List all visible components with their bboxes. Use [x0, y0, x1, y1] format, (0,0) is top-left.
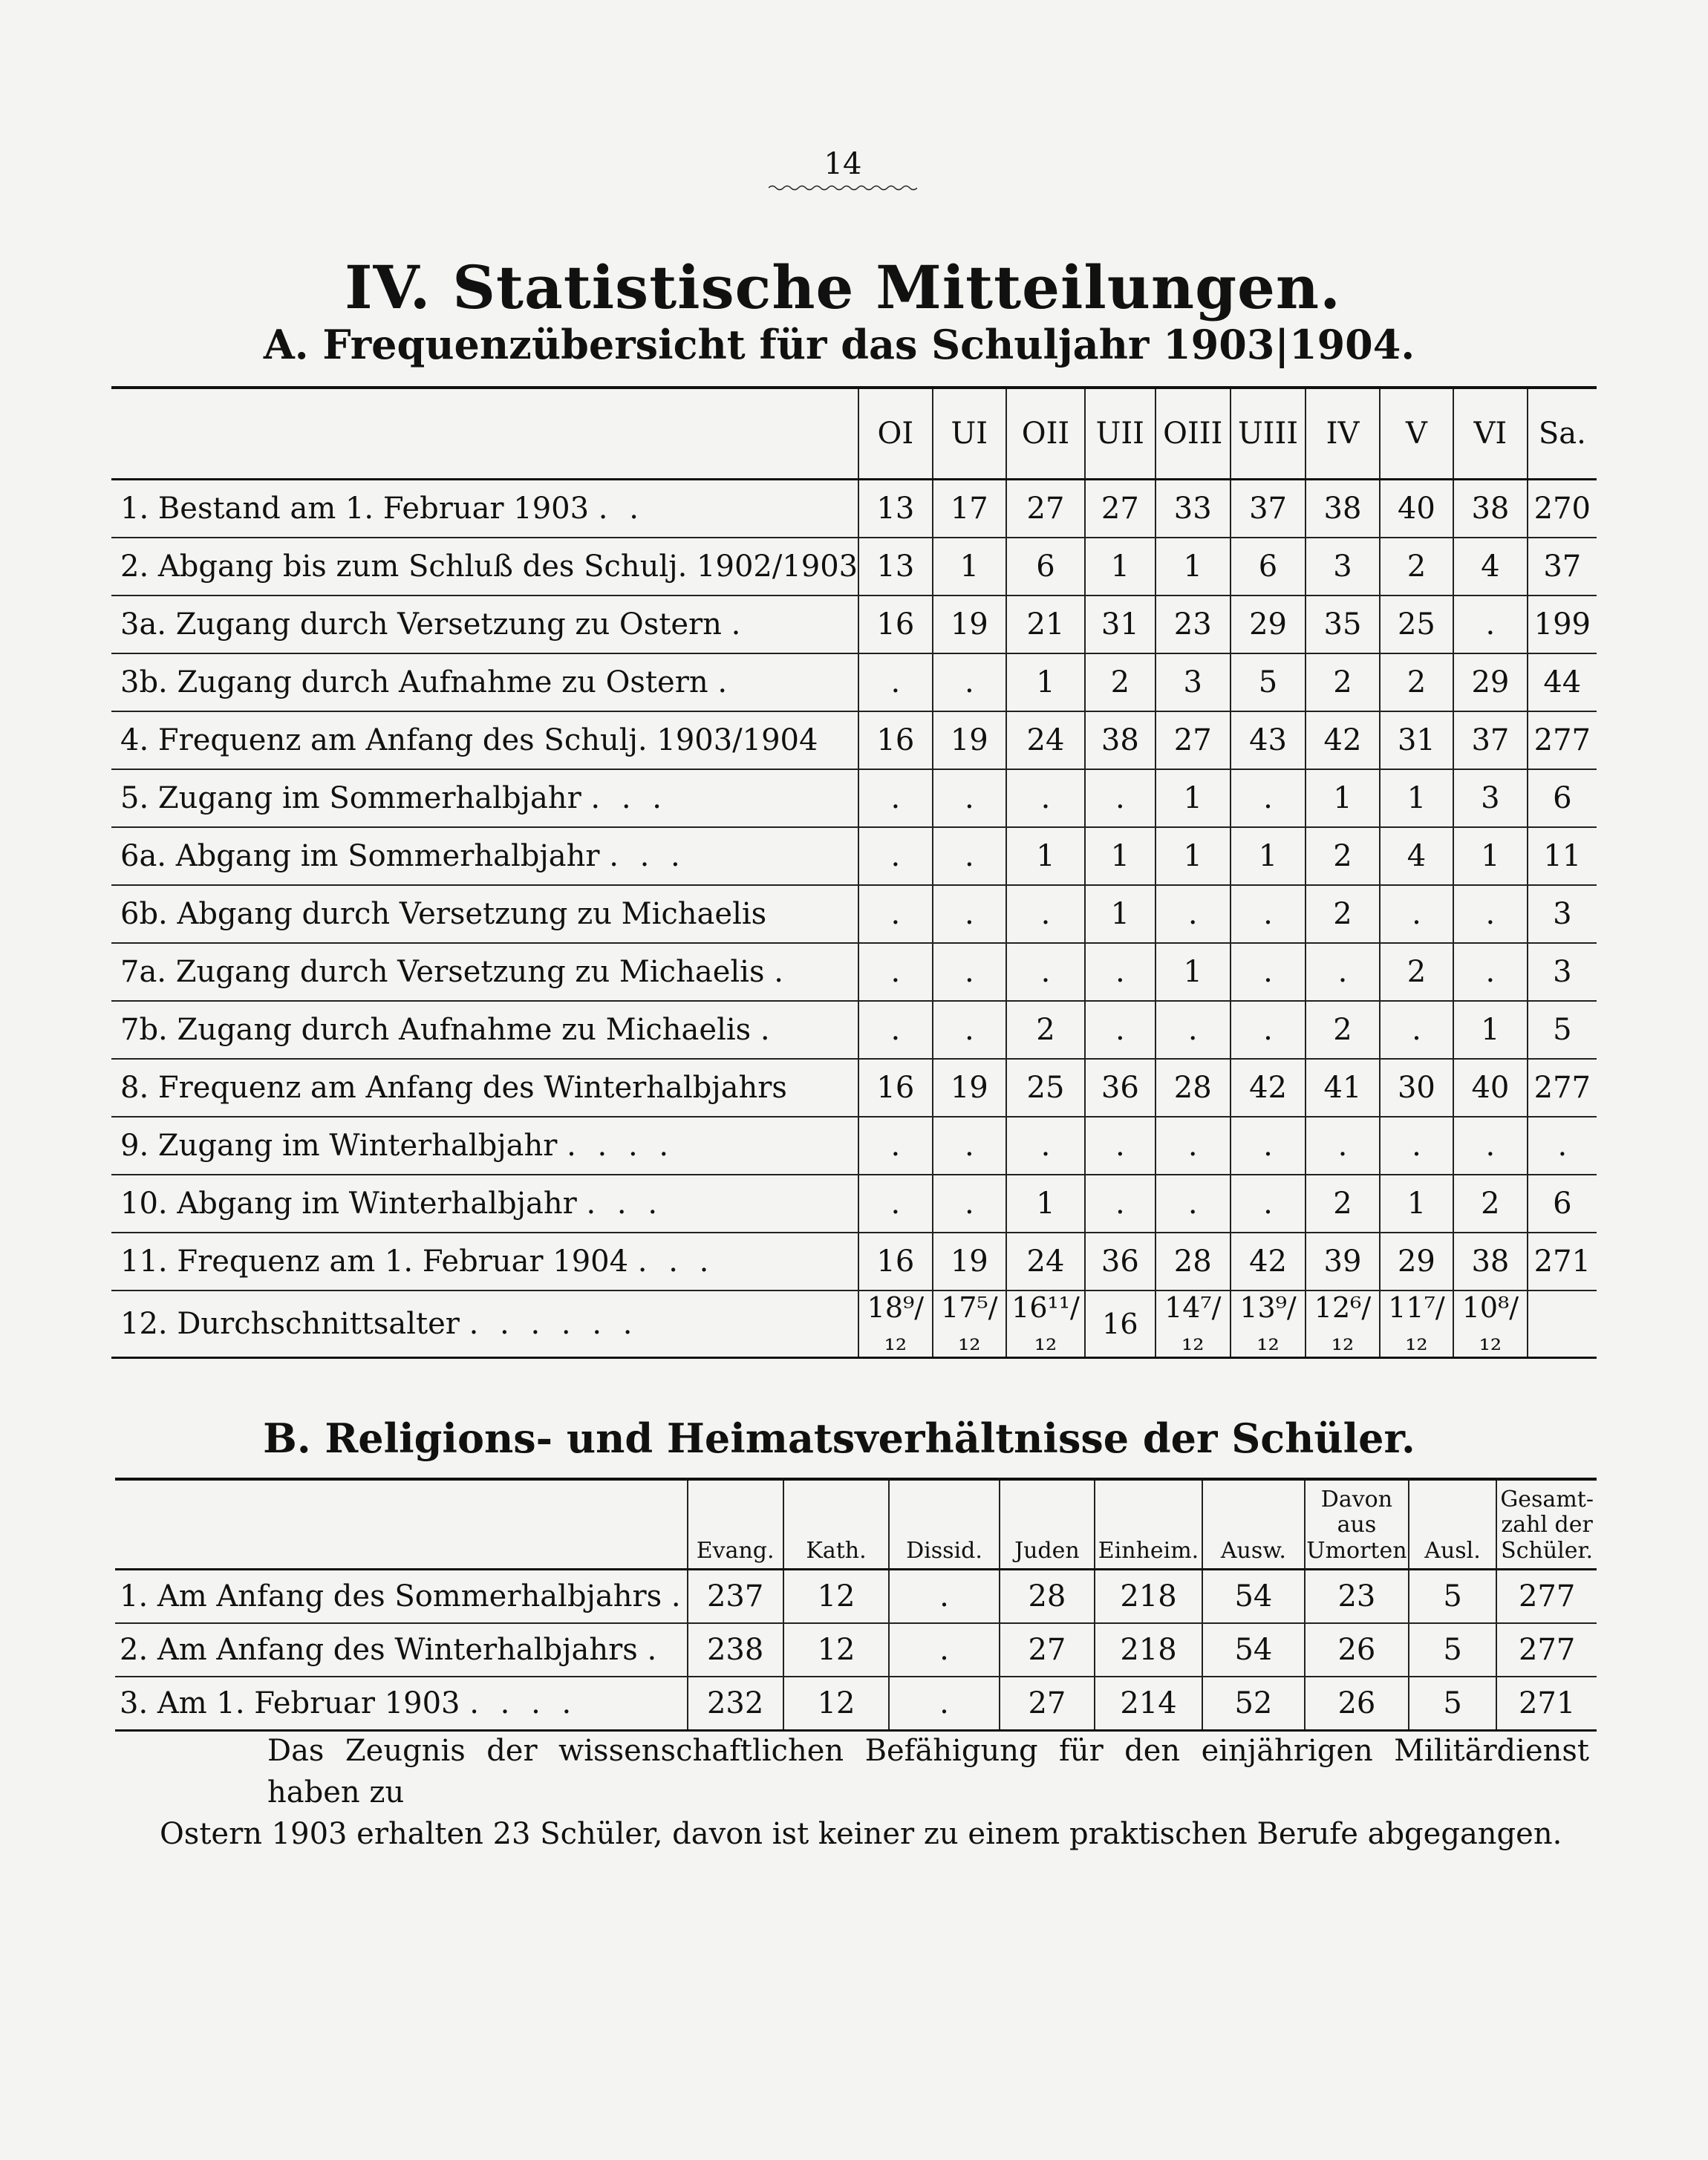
- religion-header-row: [115, 1479, 1597, 1570]
- page-number: [0, 147, 1686, 192]
- frequency-cell: .: [858, 827, 932, 885]
- frequency-cell: 6: [1528, 1175, 1597, 1233]
- religion-cell: 214: [1095, 1677, 1202, 1731]
- frequency-cell: 25: [1006, 1059, 1085, 1117]
- frequency-cell: .: [1380, 885, 1453, 943]
- frequency-cell: 28: [1155, 1233, 1231, 1291]
- frequency-row-label-text: 1. Bestand am 1. Februar 1903: [120, 492, 590, 526]
- frequency-cell: 1: [1085, 885, 1155, 943]
- frequency-row-label-text: 7b. Zugang durch Aufnahme zu Michaelis: [120, 1013, 752, 1047]
- religion-row: [115, 1570, 1597, 1624]
- religion-row: [115, 1677, 1597, 1731]
- frequency-row-label-text: 6b. Abgang durch Versetzung zu Michaelis: [120, 897, 767, 931]
- religion-row-label: [115, 1677, 688, 1731]
- religion-cell: .: [889, 1677, 999, 1731]
- religion-cell: 52: [1202, 1677, 1305, 1731]
- table-a-title: A. Frequenzübersicht für das Schuljahr 1903|1904.: [263, 321, 1415, 368]
- religion-cell: 238: [688, 1623, 783, 1677]
- religion-table: [115, 1478, 1597, 1732]
- frequency-cell: .: [1453, 943, 1527, 1001]
- religion-cell: 26: [1305, 1623, 1409, 1677]
- frequency-cell: 3: [1155, 653, 1231, 711]
- religion-column-header: Dissid.: [889, 1479, 999, 1570]
- table-b-title: B. Religions- und Heimatsverhältnisse der Schüler.: [263, 1415, 1415, 1462]
- frequency-cell: 2: [1085, 653, 1155, 711]
- frequency-cell: 18⁹/₁₂: [858, 1291, 932, 1358]
- frequency-cell: 21: [1006, 596, 1085, 653]
- frequency-cell: 271: [1528, 1233, 1597, 1291]
- frequency-row-label-text: 5. Zugang im Sommerhalbjahr: [120, 781, 581, 815]
- frequency-cell: 38: [1306, 480, 1379, 538]
- frequency-cell: 5: [1231, 653, 1306, 711]
- frequency-cell: 6: [1528, 769, 1597, 827]
- frequency-cell: 13: [858, 480, 932, 538]
- religion-row-leader: .: [671, 1579, 687, 1614]
- frequency-cell: 2: [1380, 538, 1453, 596]
- frequency-cell: 42: [1306, 711, 1379, 769]
- frequency-cell: 1: [1085, 538, 1155, 596]
- religion-row-label-text: 2. Am Anfang des Winterhalbjahrs: [120, 1633, 638, 1667]
- frequency-cell: 1: [1453, 1001, 1527, 1059]
- frequency-cell: .: [933, 769, 1006, 827]
- frequency-cell: .: [1528, 1117, 1597, 1175]
- frequency-cell: 25: [1380, 596, 1453, 653]
- frequency-cell: 277: [1528, 1059, 1597, 1117]
- religion-row-leader: .: [647, 1633, 663, 1667]
- religion-row-label-text: 3. Am 1. Februar 1903: [120, 1686, 460, 1720]
- religion-cell: 12: [783, 1623, 890, 1677]
- frequency-cell: .: [858, 1117, 932, 1175]
- frequency-row-label-text: 8. Frequenz am Anfang des Winterhalbjahrs: [120, 1071, 787, 1105]
- frequency-cell: 1: [1006, 653, 1085, 711]
- frequency-cell: 13: [858, 538, 932, 596]
- frequency-row-label: [111, 596, 858, 653]
- frequency-cell: 3: [1528, 943, 1597, 1001]
- religion-cell: 28: [1000, 1570, 1095, 1624]
- religion-cell: 12: [783, 1677, 890, 1731]
- frequency-row: [111, 1175, 1597, 1233]
- religion-cell: 218: [1095, 1570, 1202, 1624]
- frequency-cell: 31: [1380, 711, 1453, 769]
- frequency-cell: 1: [1085, 827, 1155, 885]
- frequency-cell: 40: [1453, 1059, 1527, 1117]
- religion-cell: 12: [783, 1570, 890, 1624]
- religion-cell: 5: [1409, 1677, 1496, 1731]
- frequency-cell: 23: [1155, 596, 1231, 653]
- frequency-cell: 3: [1528, 885, 1597, 943]
- section-title: IV. Statistische Mitteilungen.: [345, 252, 1341, 322]
- frequency-row: [111, 711, 1597, 769]
- frequency-cell: 11: [1528, 827, 1597, 885]
- frequency-cell: 16¹¹/₁₂: [1006, 1291, 1085, 1358]
- frequency-cell: 16: [1085, 1291, 1155, 1358]
- frequency-row-label-text: 3a. Zugang durch Versetzung zu Ostern: [120, 607, 722, 642]
- frequency-cell: .: [858, 1001, 932, 1059]
- frequency-cell: 2: [1306, 1001, 1379, 1059]
- frequency-cell: 3: [1306, 538, 1379, 596]
- frequency-cell: 30: [1380, 1059, 1453, 1117]
- frequency-row: [111, 943, 1597, 1001]
- frequency-column-header: UII: [1085, 388, 1155, 480]
- frequency-cell: 1: [1231, 827, 1306, 885]
- frequency-cell: 6: [1006, 538, 1085, 596]
- frequency-row: [111, 1059, 1597, 1117]
- frequency-row-leader: . . .: [586, 1187, 664, 1221]
- frequency-cell: 37: [1453, 711, 1527, 769]
- frequency-cell: 42: [1231, 1233, 1306, 1291]
- frequency-row-label: [111, 1175, 858, 1233]
- religion-column-header: Ausl.: [1409, 1479, 1496, 1570]
- frequency-cell: 38: [1085, 711, 1155, 769]
- frequency-row-leader: . . .: [637, 1244, 715, 1279]
- frequency-cell: .: [1453, 1117, 1527, 1175]
- frequency-cell: 1: [1380, 769, 1453, 827]
- religion-cell: 26: [1305, 1677, 1409, 1731]
- frequency-row: [111, 596, 1597, 653]
- frequency-cell: .: [1085, 943, 1155, 1001]
- frequency-row-label: [111, 1233, 858, 1291]
- frequency-cell: 16: [858, 596, 932, 653]
- frequency-row: [111, 653, 1597, 711]
- frequency-row: [111, 480, 1597, 538]
- frequency-table: [111, 386, 1597, 1359]
- frequency-cell: 19: [933, 596, 1006, 653]
- frequency-row-label: [111, 769, 858, 827]
- frequency-cell: 37: [1231, 480, 1306, 538]
- frequency-row-label-text: 6a. Abgang im Sommerhalbjahr: [120, 839, 600, 873]
- frequency-cell: 43: [1231, 711, 1306, 769]
- frequency-cell: 10⁸/₁₂: [1453, 1291, 1527, 1358]
- frequency-cell: 24: [1006, 711, 1085, 769]
- frequency-cell: .: [1453, 885, 1527, 943]
- frequency-cell: 29: [1453, 653, 1527, 711]
- frequency-row-label: [111, 827, 858, 885]
- frequency-row-label: [111, 1291, 858, 1358]
- frequency-row-label: [111, 1059, 858, 1117]
- frequency-row-label: [111, 711, 858, 769]
- frequency-cell: 277: [1528, 711, 1597, 769]
- frequency-cell: .: [1155, 1117, 1231, 1175]
- frequency-cell: 27: [1155, 711, 1231, 769]
- frequency-cell: 27: [1006, 480, 1085, 538]
- frequency-cell: 14⁷/₁₂: [1155, 1291, 1231, 1358]
- frequency-cell: 1: [1155, 827, 1231, 885]
- frequency-cell: .: [1155, 1001, 1231, 1059]
- frequency-cell: 42: [1231, 1059, 1306, 1117]
- frequency-cell: .: [1006, 885, 1085, 943]
- frequency-cell: 38: [1453, 480, 1527, 538]
- religion-column-header: Davon aus Umorten: [1305, 1479, 1409, 1570]
- religion-cell: 271: [1496, 1677, 1597, 1731]
- frequency-cell: .: [1085, 1001, 1155, 1059]
- frequency-cell: .: [1231, 943, 1306, 1001]
- frequency-row-label: [111, 885, 858, 943]
- frequency-column-header: UIII: [1231, 388, 1306, 480]
- frequency-row: [111, 1001, 1597, 1059]
- frequency-cell: .: [858, 769, 932, 827]
- frequency-row-label: [111, 653, 858, 711]
- frequency-cell: .: [933, 885, 1006, 943]
- frequency-cell: .: [1231, 1001, 1306, 1059]
- frequency-cell: 35: [1306, 596, 1379, 653]
- frequency-cell: 1: [1155, 943, 1231, 1001]
- religion-cell: 277: [1496, 1623, 1597, 1677]
- frequency-cell: 36: [1085, 1233, 1155, 1291]
- closing-note-line-1: Das Zeugnis der wissenschaftlichen Befähigung für den einjährigen Militärdienst haben zu: [267, 1734, 1589, 1810]
- frequency-row-leader: . . . . . .: [469, 1307, 639, 1341]
- frequency-row-leader: .: [774, 955, 789, 989]
- frequency-cell: 37: [1528, 538, 1597, 596]
- frequency-cell: 1: [1006, 827, 1085, 885]
- religion-cell: 5: [1409, 1623, 1496, 1677]
- religion-column-header: Gesamt- zahl der Schüler.: [1496, 1479, 1597, 1570]
- frequency-row-label: [111, 943, 858, 1001]
- religion-cell: 218: [1095, 1623, 1202, 1677]
- frequency-cell: 19: [933, 1233, 1006, 1291]
- religion-row-label-text: 1. Am Anfang des Sommerhalbjahrs: [120, 1579, 662, 1614]
- frequency-row-leader: .: [731, 607, 747, 642]
- frequency-cell: .: [933, 1117, 1006, 1175]
- frequency-cell: 2: [1380, 943, 1453, 1001]
- frequency-cell: .: [858, 943, 932, 1001]
- frequency-row-leader: . . . .: [567, 1129, 675, 1163]
- frequency-cell: .: [1306, 1117, 1379, 1175]
- closing-note: [160, 1730, 1589, 1855]
- frequency-row-leader: .: [760, 1013, 776, 1047]
- frequency-row-label: [111, 1001, 858, 1059]
- frequency-cell: 4: [1380, 827, 1453, 885]
- wave-ornament-icon: [769, 184, 917, 192]
- religion-cell: 5: [1409, 1570, 1496, 1624]
- religion-cell: 23: [1305, 1570, 1409, 1624]
- religion-header-blank: [115, 1479, 688, 1570]
- frequency-cell: 1: [1380, 1175, 1453, 1233]
- frequency-cell: .: [1231, 1117, 1306, 1175]
- frequency-cell: 19: [933, 1059, 1006, 1117]
- frequency-cell: .: [1006, 769, 1085, 827]
- frequency-column-header: Sa.: [1528, 388, 1597, 480]
- frequency-cell: 4: [1453, 538, 1527, 596]
- frequency-cell: .: [933, 1001, 1006, 1059]
- frequency-cell: 1: [933, 538, 1006, 596]
- frequency-row-label: [111, 1117, 858, 1175]
- frequency-cell: 1: [1453, 827, 1527, 885]
- frequency-cell: .: [1306, 943, 1379, 1001]
- frequency-cell: 24: [1006, 1233, 1085, 1291]
- frequency-cell: .: [1380, 1001, 1453, 1059]
- frequency-row-leader: . . .: [609, 839, 686, 873]
- frequency-cell: .: [1380, 1117, 1453, 1175]
- religion-column-header: Kath.: [783, 1479, 890, 1570]
- frequency-cell: 1: [1006, 1175, 1085, 1233]
- closing-note-line-2: Ostern 1903 erhalten 23 Schüler, davon ist keiner zu einem praktischen Berufe abgegangen.: [160, 1817, 1562, 1851]
- frequency-cell: 28: [1155, 1059, 1231, 1117]
- frequency-cell: 1: [1306, 769, 1379, 827]
- frequency-cell: 39: [1306, 1233, 1379, 1291]
- frequency-row: [111, 1291, 1597, 1358]
- frequency-row-label-text: 12. Durchschnittsalter: [120, 1307, 460, 1341]
- frequency-cell: 16: [858, 1233, 932, 1291]
- religion-cell: .: [889, 1623, 999, 1677]
- frequency-cell: 40: [1380, 480, 1453, 538]
- religion-column-header: Juden: [1000, 1479, 1095, 1570]
- religion-cell: 232: [688, 1677, 783, 1731]
- frequency-cell: 19: [933, 711, 1006, 769]
- frequency-row-label-text: 4. Frequenz am Anfang des Schulj. 1903/1904: [120, 723, 818, 757]
- frequency-row-label-text: 11. Frequenz am 1. Februar 1904: [120, 1244, 629, 1279]
- frequency-cell: 16: [858, 711, 932, 769]
- frequency-cell: 29: [1380, 1233, 1453, 1291]
- frequency-cell: 29: [1231, 596, 1306, 653]
- frequency-cell: 2: [1006, 1001, 1085, 1059]
- religion-cell: 27: [1000, 1677, 1095, 1731]
- frequency-column-header: OII: [1006, 388, 1085, 480]
- frequency-cell: 36: [1085, 1059, 1155, 1117]
- frequency-row: [111, 885, 1597, 943]
- frequency-cell: .: [933, 943, 1006, 1001]
- frequency-cell: .: [1085, 1175, 1155, 1233]
- religion-row: [115, 1623, 1597, 1677]
- frequency-cell: 44: [1528, 653, 1597, 711]
- frequency-cell: [1528, 1291, 1597, 1358]
- frequency-row-label-text: 2. Abgang bis zum Schluß des Schulj. 1902/1903: [120, 549, 858, 584]
- frequency-cell: 2: [1306, 885, 1379, 943]
- frequency-cell: .: [933, 653, 1006, 711]
- frequency-cell: .: [1231, 769, 1306, 827]
- frequency-cell: 5: [1528, 1001, 1597, 1059]
- religion-column-header: Einheim.: [1095, 1479, 1202, 1570]
- frequency-cell: 11⁷/₁₂: [1380, 1291, 1453, 1358]
- frequency-cell: 2: [1306, 1175, 1379, 1233]
- frequency-row-leader: . . .: [590, 781, 668, 815]
- frequency-row: [111, 1233, 1597, 1291]
- frequency-cell: .: [1006, 1117, 1085, 1175]
- frequency-cell: .: [1085, 769, 1155, 827]
- religion-column-header: Evang.: [688, 1479, 783, 1570]
- frequency-cell: 6: [1231, 538, 1306, 596]
- religion-cell: 237: [688, 1570, 783, 1624]
- frequency-cell: 2: [1380, 653, 1453, 711]
- frequency-cell: 16: [858, 1059, 932, 1117]
- frequency-row: [111, 827, 1597, 885]
- religion-cell: 27: [1000, 1623, 1095, 1677]
- frequency-cell: .: [1006, 943, 1085, 1001]
- frequency-row-label-text: 10. Abgang im Winterhalbjahr: [120, 1187, 577, 1221]
- frequency-cell: 1: [1155, 538, 1231, 596]
- frequency-cell: 2: [1453, 1175, 1527, 1233]
- frequency-row: [111, 1117, 1597, 1175]
- frequency-cell: .: [933, 827, 1006, 885]
- frequency-header-row: [111, 388, 1597, 480]
- frequency-cell: 13⁹/₁₂: [1231, 1291, 1306, 1358]
- frequency-cell: 2: [1306, 653, 1379, 711]
- frequency-column-header: VI: [1453, 388, 1527, 480]
- frequency-column-header: IV: [1306, 388, 1379, 480]
- religion-cell: .: [889, 1570, 999, 1624]
- frequency-cell: 31: [1085, 596, 1155, 653]
- frequency-cell: 17⁵/₁₂: [933, 1291, 1006, 1358]
- frequency-row-label: [111, 538, 858, 596]
- frequency-column-header: V: [1380, 388, 1453, 480]
- frequency-row-label-text: 7a. Zugang durch Versetzung zu Michaelis: [120, 955, 765, 989]
- religion-cell: 277: [1496, 1570, 1597, 1624]
- frequency-cell: .: [1453, 596, 1527, 653]
- frequency-cell: 199: [1528, 596, 1597, 653]
- frequency-row: [111, 769, 1597, 827]
- frequency-cell: .: [858, 885, 932, 943]
- frequency-cell: 1: [1155, 769, 1231, 827]
- frequency-row-label: [111, 480, 858, 538]
- religion-row-label: [115, 1570, 688, 1624]
- religion-column-header: Ausw.: [1202, 1479, 1305, 1570]
- frequency-cell: 3: [1453, 769, 1527, 827]
- frequency-cell: .: [1155, 1175, 1231, 1233]
- frequency-column-header: UI: [933, 388, 1006, 480]
- frequency-cell: .: [858, 1175, 932, 1233]
- frequency-cell: 270: [1528, 480, 1597, 538]
- frequency-cell: .: [1231, 1175, 1306, 1233]
- frequency-cell: .: [1085, 1117, 1155, 1175]
- religion-row-label: [115, 1623, 688, 1677]
- frequency-cell: .: [1155, 885, 1231, 943]
- page-number-text: 14: [824, 147, 862, 181]
- frequency-cell: 27: [1085, 480, 1155, 538]
- religion-cell: 54: [1202, 1570, 1305, 1624]
- religion-row-leader: . . . .: [469, 1686, 578, 1720]
- frequency-row-leader: .: [717, 665, 734, 699]
- frequency-cell: 38: [1453, 1233, 1527, 1291]
- religion-cell: 54: [1202, 1623, 1305, 1677]
- frequency-cell: .: [933, 1175, 1006, 1233]
- frequency-cell: .: [858, 653, 932, 711]
- frequency-row-label-text: 9. Zugang im Winterhalbjahr: [120, 1129, 558, 1163]
- frequency-column-header: OIII: [1155, 388, 1231, 480]
- frequency-cell: .: [1231, 885, 1306, 943]
- frequency-row: [111, 538, 1597, 596]
- frequency-row-label-text: 3b. Zugang durch Aufnahme zu Ostern: [120, 665, 708, 699]
- frequency-cell: 2: [1306, 827, 1379, 885]
- frequency-cell: 41: [1306, 1059, 1379, 1117]
- frequency-cell: 17: [933, 480, 1006, 538]
- frequency-cell: 33: [1155, 480, 1231, 538]
- frequency-cell: 12⁶/₁₂: [1306, 1291, 1379, 1358]
- frequency-row-leader: . .: [598, 492, 645, 526]
- frequency-header-blank: [111, 388, 858, 480]
- frequency-column-header: OI: [858, 388, 932, 480]
